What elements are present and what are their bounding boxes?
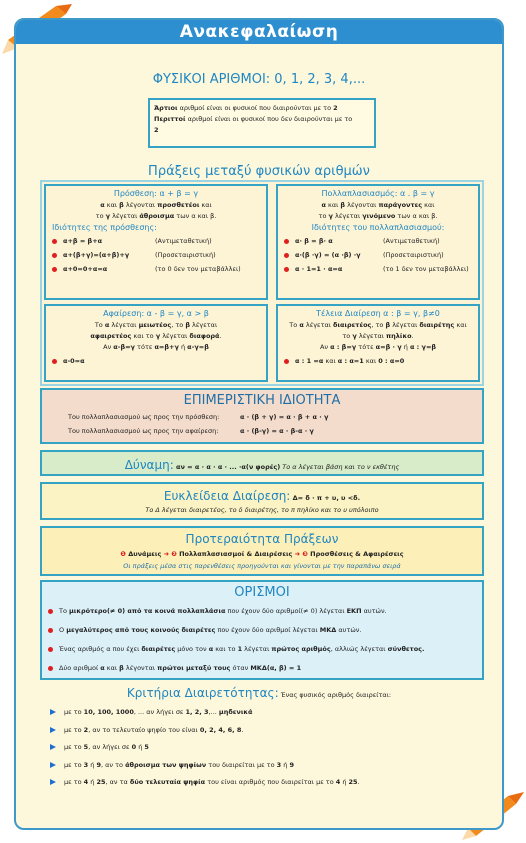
definition-2: Ο μεγαλύτερος από τους κοινούς διαιρέτες που έχουν δύο αριθμοί λέγεται ΜΚΔ αυτών. [48,621,476,640]
triangle-right-icon [50,779,56,785]
multiplication-title: Πολλαπλασιασμός: α . β = γ [321,189,435,198]
multiplication-prop-1: α· β = β· α (Αντιμεταθετική) [284,234,472,248]
division-prop-1: α : 1 =α και α : α=1 και 0 : α=0 [284,353,472,369]
criterion-2: με το 2, αν το τελευταίο ψηφίο του είναι 0, 2, 4, 6, 8. [50,722,360,740]
addition-box [44,184,268,300]
addition-prop-2: α+(β+γ)=(α+β)+γ (Προσεταιριστική) [52,248,260,262]
subtraction-l1: Το α λέγεται μειωτέος, το β λέγεται [94,321,218,329]
bullet-icon [284,239,289,244]
euclid-box [40,482,484,520]
even-def: Άρτιοι αριθμοί είναι οι φυσικοί που διαιρούνται με το 2 [154,104,338,112]
bullet-icon [284,253,289,258]
bullet-icon [48,628,53,633]
subtraction-box [44,304,268,382]
power-row: Δύναμη: αν = α · α · α · ... ·α(ν φορές) Το α λέγεται βάση και το ν εκθέτης [124,458,400,472]
bullet-icon [52,239,57,244]
ops-heading: Πράξεις μεταξύ φυσικών αριθμών [148,164,370,179]
definitions-heading: ΟΡΙΣΜΟΙ [234,585,290,600]
bullet-icon [52,267,57,272]
division-title: Τέλεια Διαίρεση α : β = γ, β≠0 [316,309,440,318]
criteria-heading-row: Κριτήρια Διαιρετότητας: Ένας φυσικός αριθμός διαιρείται: [126,686,392,700]
subtraction-title: Αφαίρεση: α - β = γ, α > β [103,309,209,318]
distributive-row-1: Του πολλαπλασιασμού ως προς την πρόσθεση: α · (β + γ) = α · β + α · γ [68,413,329,421]
multiplication-props-title: Ιδιότητες του πολλαπλασιασμού: [311,223,445,232]
odd-def-num: 2 [154,126,159,134]
addition-l1: α και β λέγονται προσθετέοι και [100,201,212,209]
division-box [276,304,480,382]
multiplication-box [276,184,480,300]
definition-1: Το μικρότερο(≠ 0) από τα κοινά πολλαπλάσια που έχουν δύο αριθμοί(≠ 0) λέγεται ΕΚΠ αυτών. [48,602,476,621]
power-box [40,450,484,476]
definition-4: Δύο αριθμοί α και β λέγονται πρώτοι μεταξύ τους όταν ΜΚΔ(α, β) = 1 [48,659,476,678]
triangle-right-icon [50,727,56,733]
summary-sheet [14,18,504,830]
multiplication-prop-2: α·(β ·γ) = (α ·β) ·γ (Προσεταιριστική) [284,248,472,262]
natural-box [148,98,376,148]
subtraction-l2: αφαιρετέος και το γ λέγεται διαφορά. [90,332,222,340]
page-title: Ανακεφαλαίωση [16,20,502,44]
bullet-icon [284,267,289,272]
bullet-icon [48,609,53,614]
bullet-icon [52,359,57,364]
triangle-right-icon [50,709,56,715]
order-note: Οι πράξεις μέσα στις παρενθέσεις προηγούνται και γίνονται με την παραπάνω σειρά [123,562,401,570]
bullet-icon [52,253,57,258]
criterion-3-9: με το 3 ή 9, αν το άθροισμα των ψηφίων του διαιρείται με το 3 ή 9 [50,757,360,775]
odd-def: Περιττοί αριθμοί είναι οι φυσικοί που δεν διαιρούνται με το [154,115,353,123]
addition-prop-1: α+β = β+α (Αντιμεταθετική) [52,234,260,248]
bullet-icon [284,359,289,364]
addition-l2: το γ λέγεται άθροισμα των α και β. [95,212,217,220]
bullet-icon [48,666,53,671]
order-steps: ❶ Δυνάμεις ➜ ❷ Πολλαπλασιασμοί & Διαιρέσεις ➜ ❸ Προσθέσεις & Αφαιρέσεις [120,550,404,558]
natural-heading: ΦΥΣΙΚΟΙ ΑΡΙΘΜΟΙ: 0, 1, 2, 3, 4,... [152,72,366,87]
euclid-row: Ευκλείδεια Διαίρεση: Δ= δ · π + υ, υ <δ. [163,489,361,503]
criterion-4-25: με το 4 ή 25, αν τα δύο τελευταία ψηφία του είναι αριθμός που διαιρείται με το 4 ή 25. [50,774,360,792]
distributive-row-2: Του πολλαπλασιασμού ως προς την αφαίρεση: α · (β-γ) = α · β-α · γ [68,427,314,435]
division-l2: το γ λέγεται πηλίκο. [342,332,414,340]
definitions-box [40,580,484,680]
multiplication-prop-3: α · 1=1 · α=α (το 1 δεν τον μεταβάλλει) [284,262,472,276]
addition-props-title: Ιδιότητες της πρόσθεσης: [52,223,157,232]
multiplication-l2: το γ λέγεται γινόμενο των α και β. [318,212,438,220]
definition-3: Ένας αριθμός α που έχει διαιρέτες μόνο τον α και το 1 λέγεται πρώτος αριθμός, αλλιώς λέγεται σύνθετος. [48,640,476,659]
bullet-icon [48,647,53,652]
triangle-right-icon [50,762,56,768]
order-box [40,526,484,576]
distributive-heading: ΕΠΙΜΕΡΙΣΤΙΚΗ ΙΔΙΟΤΗΤΑ [183,393,341,408]
division-l3: Αν α : β=γ τότε α=β · γ ή α : γ=β [319,343,437,351]
division-l1: Το α λέγεται διαιρετέος, το β λέγεται διαιρέτης και [289,321,467,329]
criterion-10: με το 10, 100, 1000, ... αν λήγει σε 1, 2, 3,... μηδενικά [50,704,360,722]
criterion-5: με το 5, αν λήγει σε 0 ή 5 [50,739,360,757]
subtraction-l3: Αν α-β=γ τότε α=β+γ ή α-γ=β [103,343,209,351]
addition-title: Πρόσθεση: α + β = γ [113,189,199,198]
distributive-box [40,388,484,444]
order-heading: Προτεραιότητα Πράξεων [185,532,339,546]
multiplication-l1: α και β λέγονται παράγοντες και [321,201,435,209]
euclid-note: Το Δ λέγεται διαιρετέος, το δ διαιρέτης, το π πηλίκο και το υ υπόλοιπο [145,506,379,514]
criteria-list [50,704,360,792]
subtraction-prop-1: α-0=α [52,353,260,369]
addition-prop-3: α+0=0+α=α (το 0 δεν τον μεταβάλλει) [52,262,260,276]
triangle-right-icon [50,744,56,750]
